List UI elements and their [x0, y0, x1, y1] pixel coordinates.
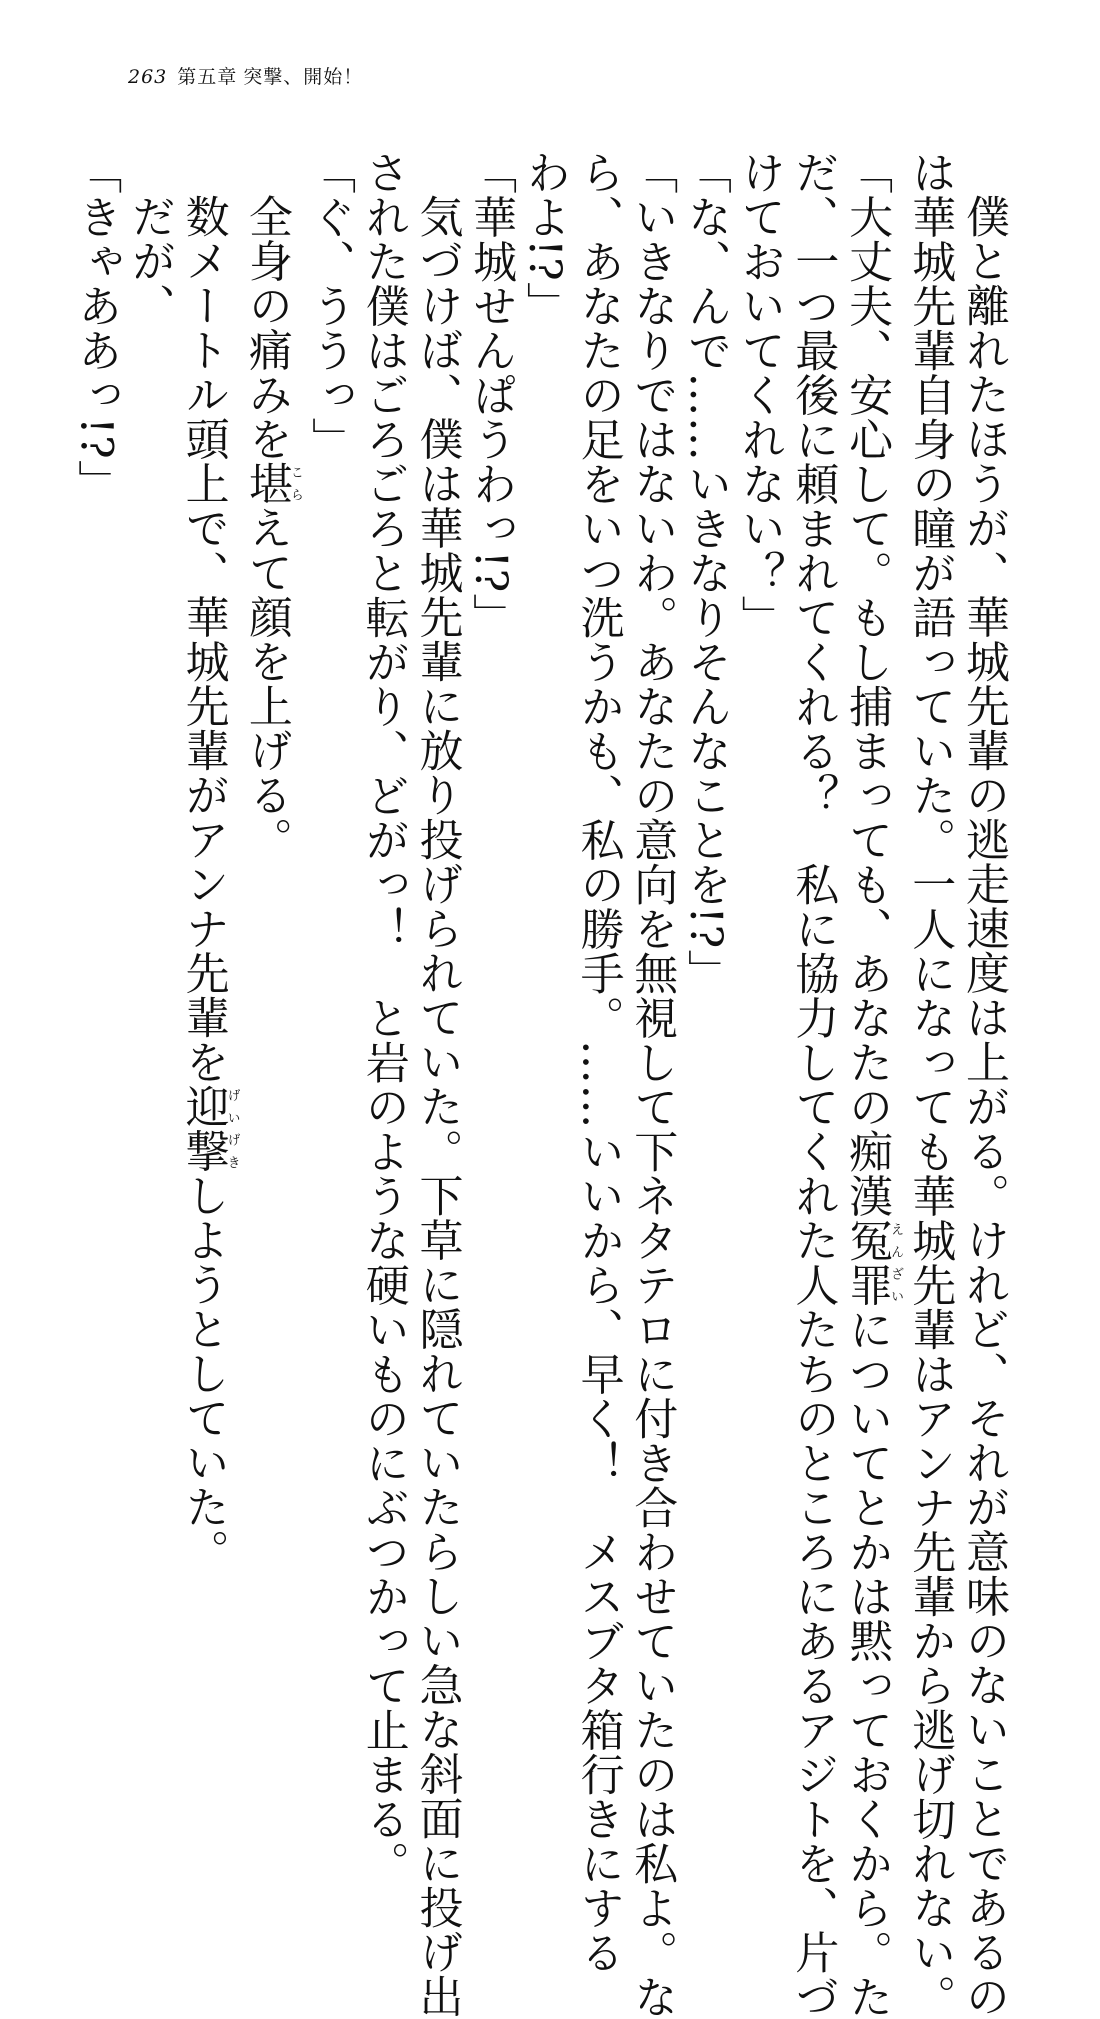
- furigana: こら: [287, 461, 303, 506]
- text-line: [517, 150, 571, 1590]
- text-line: [625, 150, 679, 2019]
- furigana: げいげき: [224, 1084, 240, 1173]
- text-segment: えて顔を上げる。: [240, 505, 292, 862]
- text-segment: は華城先輩自身の瞳が語っていた。一人になっても華城先輩はアンナ先輩から逃げ切れない。: [904, 150, 956, 2019]
- text-line: [410, 150, 464, 2019]
- running-header: [128, 62, 363, 89]
- text-segment: 「いきなりではないわ。あなたの意向を無視して下ネタテロに付き合わせていたのは私よ。な: [626, 150, 678, 2019]
- text-segment: ら、あなたの足をいつ洗うかも、私の勝手。……いいから、早く！ メスブタ箱行きにする: [572, 150, 624, 1975]
- text-segment: 数メートル頭上で、華城先輩がアンナ先輩を: [177, 194, 229, 1084]
- chapter-title: 突撃、開始！: [243, 66, 364, 88]
- text-segment: 「きゃああっ!?」: [70, 150, 122, 504]
- page-number: 263: [128, 66, 168, 88]
- text-segment: だが、: [123, 194, 175, 328]
- ruby-annotated-word: 堪こら: [240, 461, 303, 506]
- ruby-annotated-word: 迎撃げいげき: [177, 1084, 240, 1173]
- text-segment: 「な、んで……いきなりそんなことを!?」: [679, 150, 731, 994]
- chapter-number: 第五章: [177, 66, 238, 88]
- body-text: [69, 150, 1010, 2019]
- text-segment: 気づけば、僕は華城先輩に放り投げられていた。下草に隠れていたらしい急な斜面に投げ出: [411, 194, 463, 2019]
- text-line: [903, 150, 957, 2019]
- ruby-annotated-word: 冤罪えんざい: [841, 1218, 904, 1307]
- text-segment: しようとしていた。: [177, 1173, 229, 1574]
- text-segment: された僕はごろごろと転がり、どがっ！ と岩のような硬いものにぶつかって止まる。: [357, 150, 409, 1886]
- text-line: [786, 150, 840, 2019]
- text-line: [571, 150, 625, 1975]
- text-line: [956, 150, 1010, 2019]
- text-segment: わよ!?」: [518, 150, 570, 326]
- text-line: [122, 150, 176, 1590]
- text-line: [302, 150, 356, 1590]
- text-line: [839, 150, 904, 2019]
- text-line: [176, 150, 239, 1590]
- text-line: [69, 150, 123, 1590]
- text-segment: 「大丈夫、安心して。もし捕まっても、あなたの痴漢: [841, 150, 893, 1218]
- text-line: [678, 150, 732, 1590]
- text-segment: についてとかは黙っておくから。た: [841, 1307, 893, 2019]
- text-line: [356, 150, 410, 1886]
- text-line: [239, 150, 302, 1590]
- furigana: えんざい: [888, 1218, 904, 1307]
- text-segment: 「ぐ、ううっ」: [304, 150, 356, 462]
- text-segment: 全身の痛みを: [240, 194, 292, 461]
- text-segment: 「華城せんぱうわっ!?」: [465, 150, 517, 638]
- text-line: [732, 150, 786, 1590]
- text-line: [463, 150, 517, 1590]
- text-segment: だ、一つ最後に頼まれてくれる？ 私に協力してくれた人たちのところにあるアジトを、片づ: [787, 150, 839, 2019]
- text-segment: 僕と離れたほうが、華城先輩の逃走速度は上がる。けれど、それが意味のないことであるの: [958, 194, 1009, 2019]
- text-segment: けておいてくれない？」: [733, 150, 785, 640]
